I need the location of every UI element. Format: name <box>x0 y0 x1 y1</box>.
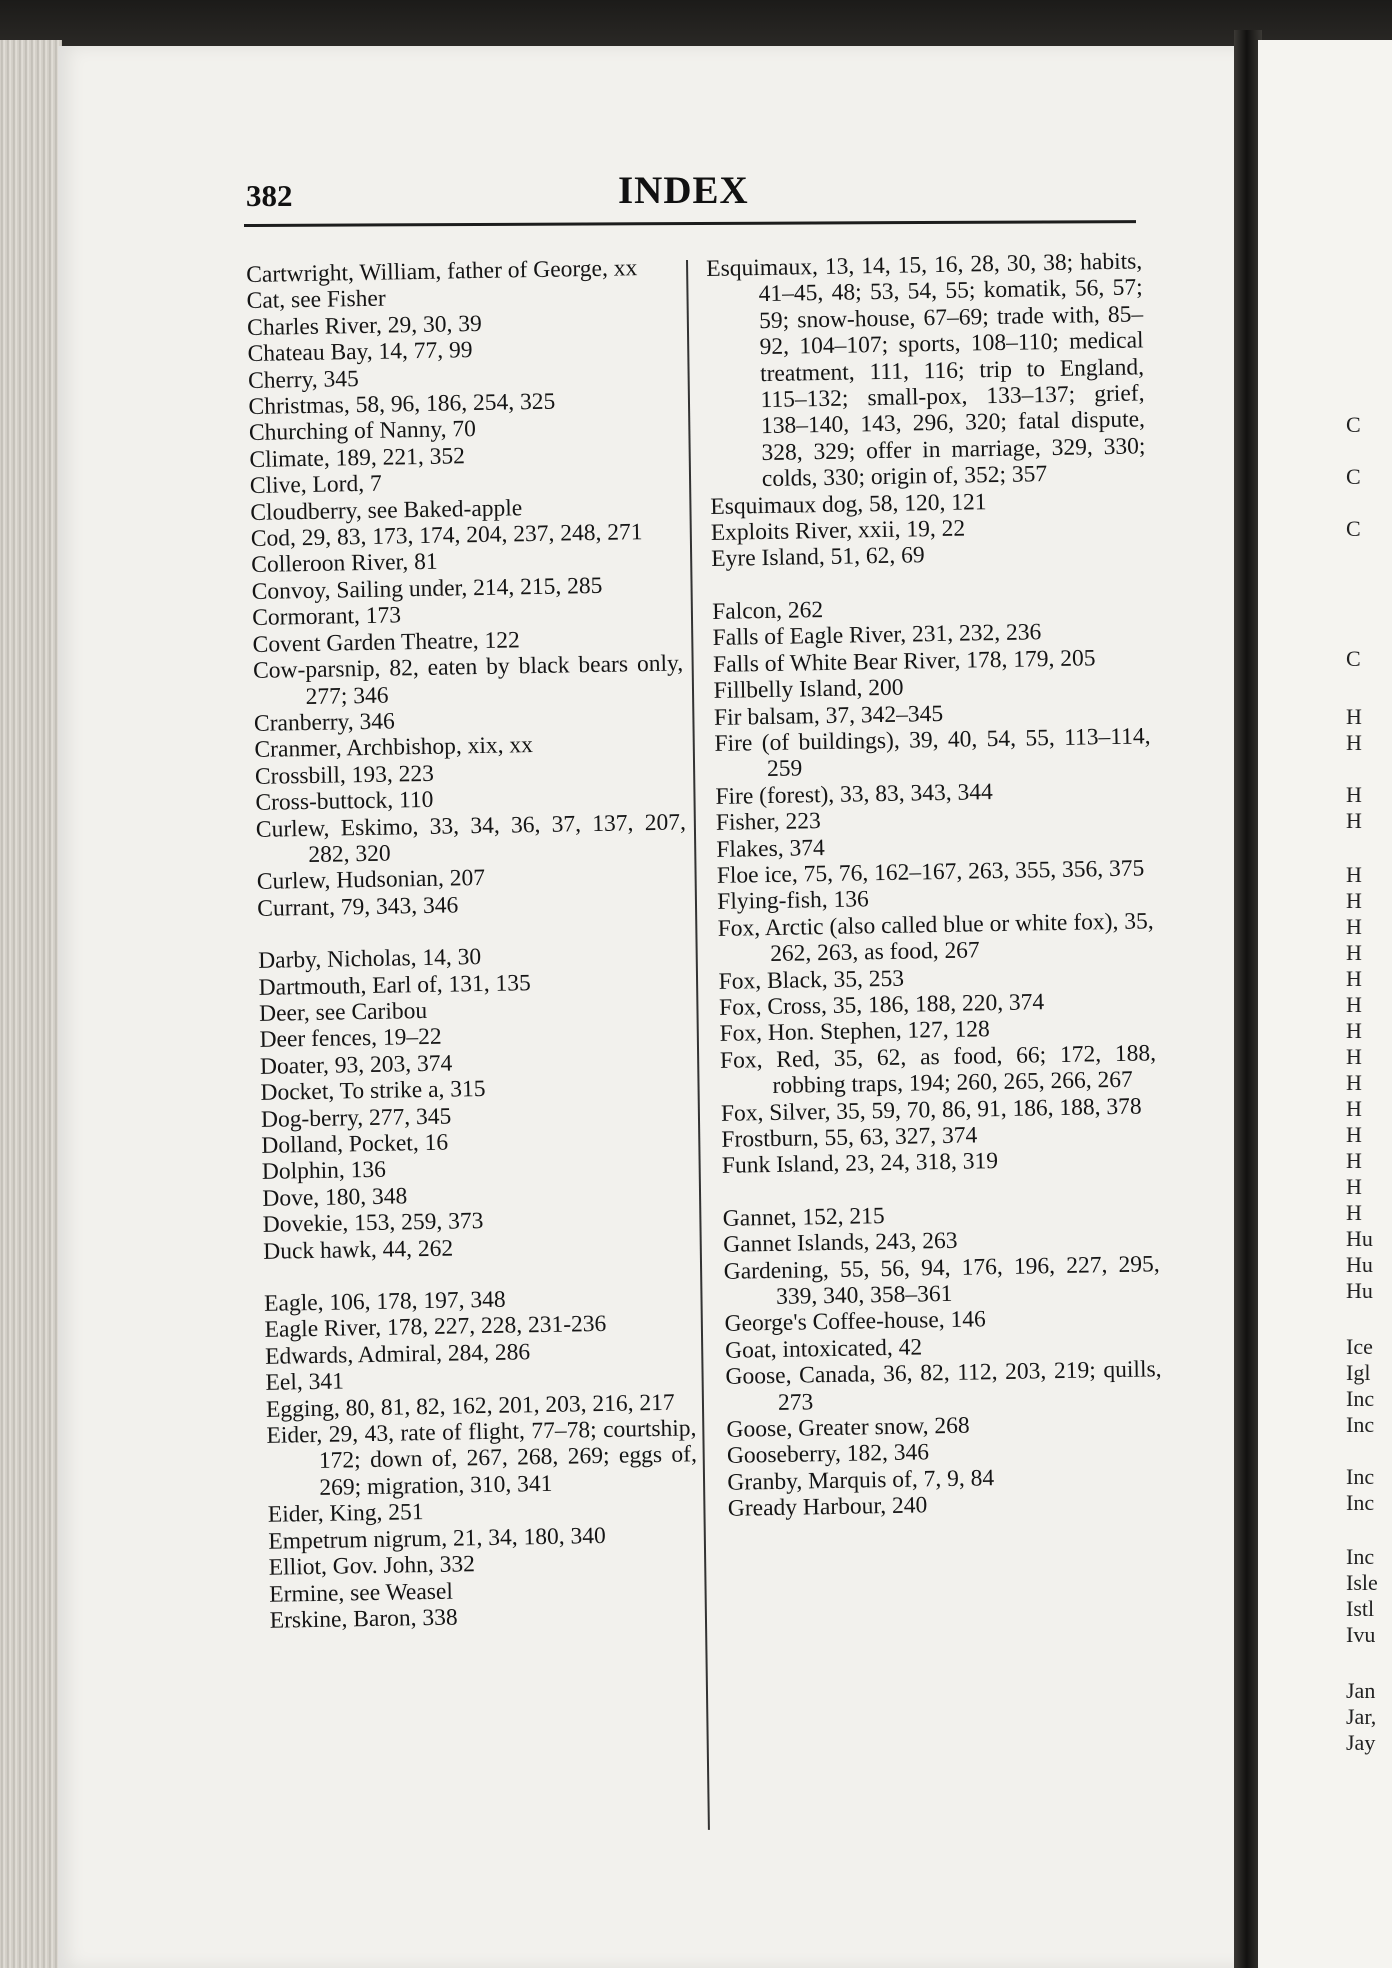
index-entry: Cranberry, 346 <box>253 708 396 737</box>
next-page-fragment: H <box>1346 1096 1362 1121</box>
index-entry: Edwards, Admiral, 284, 286 <box>264 1339 531 1370</box>
index-entry: Darby, Nicholas, 14, 30 <box>257 944 482 975</box>
index-entry: Eagle River, 178, 227, 228, 231-236 <box>264 1311 607 1344</box>
next-page-fragment: Hu <box>1346 1226 1373 1251</box>
index-entry: Clive, Lord, 7 <box>249 470 382 500</box>
index-entry: Churching of Nanny, 70 <box>248 416 477 447</box>
next-page-fragment: H <box>1346 992 1362 1017</box>
next-page-fragment: H <box>1346 888 1362 913</box>
index-entry: Falls of Eagle River, 231, 232, 236 <box>712 619 1042 652</box>
next-page-fragment: Jar, <box>1346 1704 1377 1729</box>
index-entry: Cross-buttock, 110 <box>255 786 434 817</box>
next-page-fragment: H <box>1346 1200 1362 1225</box>
next-page-fragment: Inc <box>1346 1412 1375 1437</box>
index-entry: Eyre Island, 51, 62, 69 <box>711 542 925 573</box>
index-entry: Fire (of buildings), 39, 40, 54, 55, 113–114, 259 <box>714 723 1151 783</box>
page-title: INDEX <box>618 169 749 212</box>
index-entry: Gardening, 55, 56, 94, 176, 196, 227, 295, 339, 340, 358–361 <box>723 1250 1160 1310</box>
next-page-fragment: C <box>1346 412 1361 437</box>
next-page-fragment: Jay <box>1346 1730 1376 1755</box>
index-entry: Egging, 80, 81, 82, 162, 201, 203, 216, 217 <box>265 1389 675 1423</box>
index-entry: Currant, 79, 343, 346 <box>257 892 459 922</box>
index-entry: Floe ice, 75, 76, 162–167, 263, 355, 356, 375 <box>716 855 1145 889</box>
index-entry: Funk Island, 23, 24, 318, 319 <box>721 1148 999 1180</box>
next-page-fragment: Igl <box>1346 1360 1371 1385</box>
index-entry: Esquimaux, 13, 14, 15, 16, 28, 30, 38; habits, 41–45, 48; 53, 54, 55; komatik, 56, 57; 59; snow-house, 67–69; trade with, 85–92, 104–107; sports, 108–110; medical treatment, 111, 116; trip to England, 115–132; small-pox, 133–137; grief, 138–140, 143, 296, 320; fatal dispute, 328, 329; offer in marriage, 329, 330; colds, 330; origin of, 352; 357 <box>706 248 1146 493</box>
next-page-fragment: H <box>1346 940 1362 965</box>
index-entry: Doater, 93, 203, 374 <box>259 1050 453 1080</box>
next-page-fragment: Inc <box>1346 1544 1375 1569</box>
index-entry: Chateau Bay, 14, 77, 99 <box>247 337 473 368</box>
index-entry: Exploits River, xxii, 19, 22 <box>710 515 966 547</box>
index-entry: Christmas, 58, 96, 186, 254, 325 <box>248 388 556 421</box>
index-entry: Gannet Islands, 243, 263 <box>723 1227 958 1259</box>
index-entry: Covent Garden Theatre, 122 <box>252 626 520 658</box>
index-entry: Cranmer, Archbishop, xix, xx <box>254 732 534 764</box>
next-page-fragment: H <box>1346 862 1362 887</box>
index-entry: Dovekie, 153, 259, 373 <box>262 1208 484 1239</box>
next-page-fragment: H <box>1346 704 1362 729</box>
next-page <box>1258 40 1392 1968</box>
next-page-fragment: Isle <box>1346 1570 1378 1595</box>
index-entry: Falcon, 262 <box>711 596 824 625</box>
index-entry: Docket, To strike a, 315 <box>260 1076 486 1107</box>
index-entry: Goose, Greater snow, 268 <box>726 1412 970 1443</box>
index-entry: Cloudberry, see Baked-apple <box>250 494 523 526</box>
next-page-fragment: H <box>1346 782 1362 807</box>
next-page-fragment: H <box>1346 1148 1362 1173</box>
index-entry: Cat, see Fisher <box>246 285 386 315</box>
index-column-right <box>706 248 1164 1522</box>
index-entry: Fox, Red, 35, 62, as food, 66; 172, 188, robbing traps, 194; 260, 265, 266, 267 <box>719 1040 1157 1100</box>
index-entry: Esquimaux dog, 58, 120, 121 <box>710 488 987 520</box>
next-page-fragment: Inc <box>1346 1490 1375 1515</box>
index-entry: George's Coffee-house, 146 <box>724 1306 986 1338</box>
index-entry: Empetrum nigrum, 21, 34, 180, 340 <box>268 1522 606 1555</box>
index-entry: Fox, Silver, 35, 59, 70, 86, 91, 186, 188, 378 <box>720 1093 1142 1127</box>
index-entry: Granby, Marquis of, 7, 9, 84 <box>727 1465 995 1496</box>
index-entry: Gooseberry, 182, 346 <box>726 1439 930 1470</box>
next-page-fragment: H <box>1346 808 1362 833</box>
index-entry: Fire (forest), 33, 83, 343, 344 <box>715 778 994 810</box>
next-page-fragment: C <box>1346 464 1361 489</box>
next-page-fragment: C <box>1346 646 1361 671</box>
index-entry: Cod, 29, 83, 173, 174, 204, 237, 248, 271 <box>250 519 643 553</box>
index-entry: Fillbelly Island, 200 <box>713 674 904 705</box>
index-entry: Dolphin, 136 <box>261 1157 387 1186</box>
next-page-fragment: Hu <box>1346 1278 1373 1303</box>
index-entry: Duck hawk, 44, 262 <box>263 1235 454 1265</box>
page-number: 382 <box>246 178 293 213</box>
index-entry: Eider, 29, 43, rate of flight, 77–78; courtship, 172; down of, 267, 268, 269; eggs of, 269; migration, 310, 341 <box>266 1415 698 1501</box>
index-entry: Crossbill, 193, 223 <box>254 760 435 790</box>
next-page-fragment: C <box>1346 516 1361 541</box>
next-page-fragment: Ivu <box>1346 1622 1376 1647</box>
index-entry: Cow-parsnip, 82, eaten by black bears only, 277; 346 <box>252 650 684 710</box>
next-page-fragment: H <box>1346 1018 1362 1043</box>
index-entry: Deer fences, 19–22 <box>259 1024 442 1054</box>
next-page-fragment: H <box>1346 1070 1362 1095</box>
next-page-fragment: H <box>1346 1174 1362 1199</box>
next-page-fragment: H <box>1346 1122 1362 1147</box>
index-column-left <box>246 254 700 1634</box>
page-edges <box>0 40 62 1968</box>
index-entry: Elliot, Gov. John, 332 <box>268 1551 476 1581</box>
index-entry: Climate, 189, 221, 352 <box>249 443 466 473</box>
next-page-fragment: H <box>1346 730 1362 755</box>
index-entry: Dog-berry, 277, 345 <box>260 1103 452 1133</box>
index-entry: Falls of White Bear River, 178, 179, 205 <box>712 644 1096 678</box>
index-entry: Goat, intoxicated, 42 <box>724 1334 923 1364</box>
index-entry: Frostburn, 55, 63, 327, 374 <box>721 1122 978 1153</box>
index-entry: Gready Harbour, 240 <box>727 1492 928 1523</box>
next-page-fragment: H <box>1346 914 1362 939</box>
index-entry: Fox, Arctic (also called blue or white fox), 35, 262, 263, as food, 267 <box>717 908 1154 968</box>
index-entry: Curlew, Hudsonian, 207 <box>256 865 486 896</box>
index-entry: Dove, 180, 348 <box>262 1183 408 1212</box>
index-entry: Erskine, Baron, 338 <box>269 1604 458 1634</box>
index-entry: Fox, Cross, 35, 186, 188, 220, 374 <box>718 989 1045 1021</box>
index-entry: Ermine, see Weasel <box>269 1578 454 1608</box>
index-entry: Eagle, 106, 178, 197, 348 <box>263 1286 506 1317</box>
index-entry: Cherry, 345 <box>247 365 360 394</box>
index-entry: Convoy, Sailing under, 214, 215, 285 <box>251 572 603 605</box>
index-entry: Cartwright, William, father of George, xx <box>246 255 638 288</box>
index-entry: Dolland, Pocket, 16 <box>261 1129 449 1159</box>
next-page-fragment: Hu <box>1346 1252 1373 1277</box>
index-entry: Eider, King, 251 <box>267 1499 424 1529</box>
next-page-fragment: Inc <box>1346 1464 1375 1489</box>
index-entry: Deer, see Caribou <box>258 997 428 1027</box>
next-page-fragment: H <box>1346 1044 1362 1069</box>
next-page-fragment: Jan <box>1346 1678 1376 1703</box>
index-entry: Charles River, 29, 30, 39 <box>246 310 483 341</box>
index-entry: Fox, Black, 35, 253 <box>718 965 905 995</box>
index-entry: Fox, Hon. Stephen, 127, 128 <box>719 1016 991 1048</box>
index-entry: Goose, Canada, 36, 82, 112, 203, 219; quills, 273 <box>725 1356 1162 1416</box>
next-page-fragments <box>1346 40 1392 1968</box>
index-entry: Fir balsam, 37, 342–345 <box>713 700 944 731</box>
index-entry: Colleroon River, 81 <box>251 549 438 579</box>
index-entry: Dartmouth, Earl of, 131, 135 <box>258 969 532 1001</box>
index-entry: Eel, 341 <box>265 1368 345 1397</box>
index-entry: Flakes, 374 <box>716 834 825 863</box>
next-page-fragment: H <box>1346 966 1362 991</box>
next-page-fragment: Ice <box>1346 1334 1373 1359</box>
index-entry: Cormorant, 173 <box>251 602 402 632</box>
index-entry: Curlew, Eskimo, 33, 34, 36, 37, 137, 207, 282, 320 <box>255 808 687 868</box>
index-entry: Gannet, 152, 215 <box>722 1202 885 1232</box>
next-page-fragment: Inc <box>1346 1386 1375 1411</box>
index-entry: Flying-fish, 136 <box>717 886 869 916</box>
index-entry: Fisher, 223 <box>715 808 821 837</box>
next-page-fragment: Istl <box>1346 1596 1375 1621</box>
